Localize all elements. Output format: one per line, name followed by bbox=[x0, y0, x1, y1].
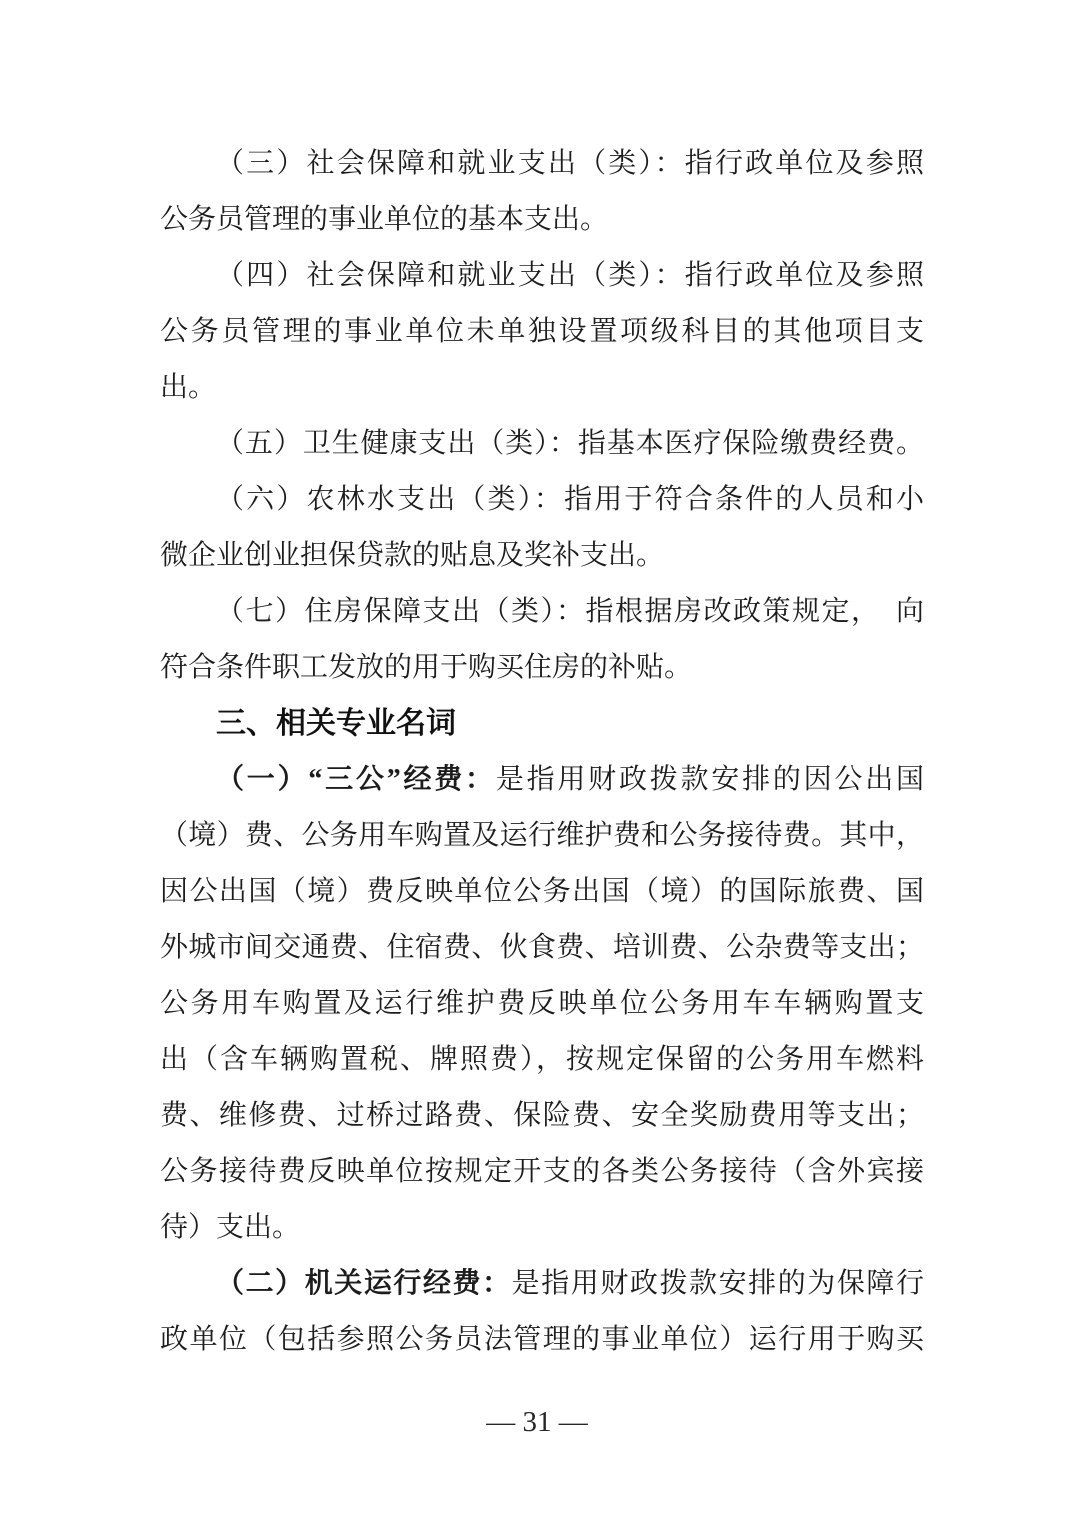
text-line bbox=[160, 1256, 924, 1312]
text-line: 因公出国（境）费反映单位公务出国（境）的国际旅费、国 bbox=[160, 876, 924, 907]
text-line: 公务用车购置及运行维护费反映单位公务用车车辆购置支 bbox=[160, 988, 924, 1019]
text-line: 外城市间交通费、住宿费、伙食费、培训费、公杂费等支出； bbox=[160, 932, 924, 963]
text-line: （三）社会保障和就业支出（类）：指行政单位及参照 bbox=[216, 148, 924, 179]
term-label: （一）“三公”经费： bbox=[216, 764, 496, 795]
text-line: 出（含车辆购置税、牌照费），按规定保留的公务用车燃料 bbox=[160, 1044, 924, 1075]
text-line: 公务员管理的事业单位未单独设置项级科目的其他项目支 bbox=[160, 316, 924, 347]
text-line: （四）社会保障和就业支出（类）：指行政单位及参照 bbox=[216, 260, 924, 291]
text-line: （六）农林水支出（类）：指用于符合条件的人员和小 bbox=[216, 484, 924, 515]
text-line: 费、维修费、过桥过路费、保险费、安全奖励费用等支出； bbox=[160, 1100, 924, 1131]
text-line: 公务员管理的事业单位的基本支出。 bbox=[160, 204, 609, 235]
section-heading: 三、相关专业名词 bbox=[216, 707, 456, 740]
text-line: 微企业创业担保贷款的贴息及奖补支出。 bbox=[160, 540, 665, 571]
text-line: 公务接待费反映单位按规定开支的各类公务接待（含外宾接 bbox=[160, 1156, 924, 1187]
text-line: （境）费、公务用车购置及运行维护费和公务接待费。其中， bbox=[160, 820, 924, 851]
term-label: （二）机关运行经费： bbox=[216, 1268, 512, 1299]
text-line: 符合条件职工发放的用于购买住房的补贴。 bbox=[160, 652, 693, 683]
term-definition: 是指用财政拨款安排的因公出国 bbox=[495, 764, 924, 795]
text-line: 出。 bbox=[160, 372, 217, 403]
text-line: （七）住房保障支出（类）：指根据房改政策规定， 向 bbox=[216, 596, 924, 627]
text-line bbox=[160, 752, 924, 808]
text-line: 待）支出。 bbox=[160, 1212, 301, 1243]
page-number: — 31 — bbox=[486, 1406, 588, 1438]
term-definition: 是指用财政拨款安排的为保障行 bbox=[511, 1268, 924, 1299]
text-line: （五）卫生健康支出（类）：指基本医疗保险缴费经费。 bbox=[216, 428, 924, 459]
document-body bbox=[160, 136, 924, 1368]
text-line: 政单位（包括参照公务员法管理的事业单位）运行用于购买 bbox=[160, 1324, 924, 1355]
